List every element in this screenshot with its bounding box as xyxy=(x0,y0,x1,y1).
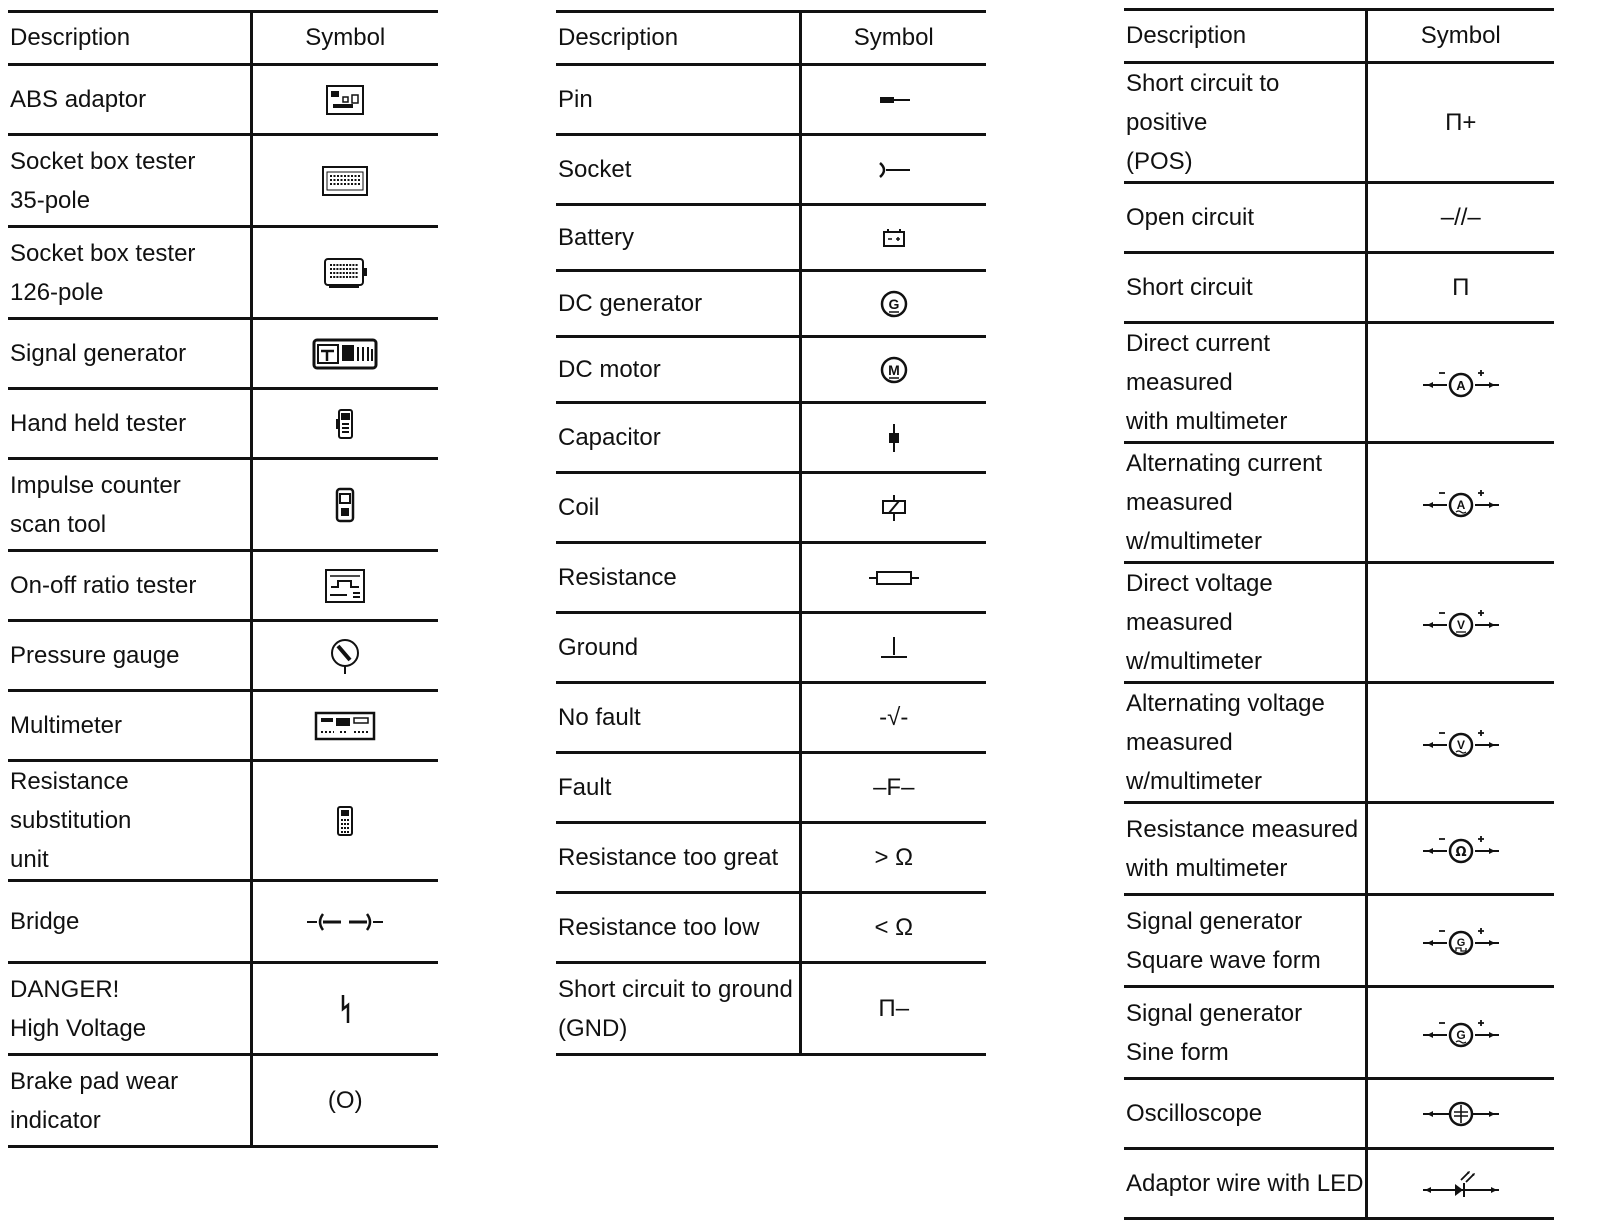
table-row xyxy=(8,389,438,459)
ohmmeter-icon xyxy=(1421,833,1501,865)
table-row xyxy=(556,823,986,893)
row-label: Socket box tester 126-pole xyxy=(8,227,251,319)
table-row xyxy=(8,319,438,389)
row-label: Socket box tester 35-pole xyxy=(8,135,251,227)
table-row xyxy=(1124,63,1554,183)
resistor-icon xyxy=(867,570,921,586)
pressure-gauge-icon xyxy=(328,636,362,676)
meter-letter: V xyxy=(1456,617,1465,632)
short-ground-icon: Π– xyxy=(800,963,986,1055)
row-label: Short circuit xyxy=(1124,253,1366,323)
resistance-low-icon: < Ω xyxy=(800,893,986,963)
row-label: Signal generator Square wave form xyxy=(1124,895,1366,987)
row-label: DC motor xyxy=(556,337,800,403)
ac-ammeter-icon xyxy=(1421,487,1501,519)
row-label: On-off ratio tester xyxy=(8,551,251,621)
row-label: DC generator xyxy=(556,271,800,337)
high-voltage-icon xyxy=(337,992,353,1026)
row-label: Resistance substitution unit xyxy=(8,761,251,881)
table-row xyxy=(1124,563,1554,683)
row-label: Resistance measured with multimeter xyxy=(1124,803,1366,895)
dc-voltmeter-icon xyxy=(1421,607,1501,639)
table-measurement-symbols xyxy=(1124,8,1554,1220)
table-row xyxy=(8,135,438,227)
column-header-description: Description xyxy=(1124,10,1366,63)
ground-icon xyxy=(879,635,909,661)
bridge-icon xyxy=(305,910,385,934)
table-header-row xyxy=(556,12,986,65)
dc-generator-icon xyxy=(880,289,908,319)
sine-generator-icon xyxy=(1421,1017,1501,1049)
row-label: No fault xyxy=(556,683,800,753)
row-label: Impulse counter scan tool xyxy=(8,459,251,551)
svg-text:G: G xyxy=(888,295,900,312)
table-circuit-components xyxy=(556,10,986,1056)
table-row xyxy=(1124,443,1554,563)
table-row xyxy=(556,893,986,963)
ac-voltmeter-icon xyxy=(1421,727,1501,759)
row-label: Pressure gauge xyxy=(8,621,251,691)
row-label: Multimeter xyxy=(8,691,251,761)
row-label: Alternating current measured w/multimeter xyxy=(1124,443,1366,563)
short-circuit-icon: Π xyxy=(1366,253,1554,323)
table-row xyxy=(1124,987,1554,1079)
table-row xyxy=(556,753,986,823)
row-label: Direct voltage measured w/multimeter xyxy=(1124,563,1366,683)
row-label: Pin xyxy=(556,65,800,135)
led-adaptor-icon xyxy=(1421,1168,1501,1200)
meter-letter: A xyxy=(1456,497,1466,512)
on-off-ratio-tester-icon xyxy=(323,567,367,605)
table-row xyxy=(8,761,438,881)
row-label: Signal generator xyxy=(8,319,251,389)
impulse-counter-icon xyxy=(334,486,356,524)
row-label: Coil xyxy=(556,473,800,543)
signal-generator-device-icon xyxy=(312,337,378,371)
table-row xyxy=(1124,1079,1554,1149)
column-header-symbol: Symbol xyxy=(1366,10,1554,63)
table-row xyxy=(1124,895,1554,987)
fault-icon: –F– xyxy=(800,753,986,823)
multimeter-device-icon xyxy=(314,710,376,742)
table-row xyxy=(556,683,986,753)
table-row xyxy=(1124,803,1554,895)
table-row xyxy=(1124,323,1554,443)
table-row xyxy=(556,543,986,613)
socket-box-35-icon xyxy=(321,164,369,198)
meter-letter: Ω xyxy=(1455,844,1467,860)
row-label: DANGER! High Voltage xyxy=(8,963,251,1055)
row-label: Hand held tester xyxy=(8,389,251,459)
column-header-description: Description xyxy=(8,12,251,65)
row-label: Bridge xyxy=(8,881,251,963)
short-positive-icon: Π+ xyxy=(1366,63,1554,183)
row-label: Resistance too low xyxy=(556,893,800,963)
oscilloscope-icon xyxy=(1421,1099,1501,1129)
column-header-symbol: Symbol xyxy=(251,12,438,65)
table-row xyxy=(556,135,986,205)
brake-pad-icon: (O) xyxy=(251,1055,438,1147)
table-row xyxy=(8,691,438,761)
square-wave-generator-icon xyxy=(1421,925,1501,957)
row-label: Battery xyxy=(556,205,800,271)
battery-icon xyxy=(881,227,907,249)
meter-letter: V xyxy=(1456,737,1465,752)
column-header-description: Description xyxy=(556,12,800,65)
table-row xyxy=(556,205,986,271)
row-label: Short circuit to ground (GND) xyxy=(556,963,800,1055)
svg-text:M: M xyxy=(887,361,900,378)
table-row xyxy=(556,473,986,543)
row-label: ABS adaptor xyxy=(8,65,251,135)
table-row xyxy=(1124,1149,1554,1219)
row-label: Fault xyxy=(556,753,800,823)
row-label: Signal generator Sine form xyxy=(1124,987,1366,1079)
row-label: Capacitor xyxy=(556,403,800,473)
dc-ammeter-icon xyxy=(1421,367,1501,399)
open-circuit-icon: –//– xyxy=(1366,183,1554,253)
table-row xyxy=(8,459,438,551)
table-row xyxy=(556,403,986,473)
capacitor-icon xyxy=(886,422,902,454)
row-label: Resistance xyxy=(556,543,800,613)
table-row xyxy=(8,621,438,691)
abs-adaptor-icon xyxy=(325,83,365,117)
resistance-high-icon: > Ω xyxy=(800,823,986,893)
hand-held-tester-icon xyxy=(334,407,356,441)
resistance-substitution-icon xyxy=(335,804,355,838)
meter-letter: G xyxy=(1456,936,1466,949)
pin-icon xyxy=(876,94,912,106)
coil-icon xyxy=(879,493,909,523)
column-header-symbol: Symbol xyxy=(800,12,986,65)
row-label: Direct current measured with multimeter xyxy=(1124,323,1366,443)
table-row xyxy=(1124,683,1554,803)
table-header-row xyxy=(8,12,438,65)
row-label: Resistance too great xyxy=(556,823,800,893)
no-fault-icon: -√- xyxy=(800,683,986,753)
table-row xyxy=(1124,183,1554,253)
table-row xyxy=(556,337,986,403)
socket-box-126-icon xyxy=(321,254,369,292)
socket-icon xyxy=(876,160,912,180)
row-label: Open circuit xyxy=(1124,183,1366,253)
table-row xyxy=(8,65,438,135)
table-row xyxy=(556,271,986,337)
table-header-row xyxy=(1124,10,1554,63)
row-label: Short circuit to positive (POS) xyxy=(1124,63,1366,183)
table-row xyxy=(8,227,438,319)
dc-motor-icon xyxy=(880,355,908,385)
row-label: Alternating voltage measured w/multimeter xyxy=(1124,683,1366,803)
table-row xyxy=(1124,253,1554,323)
table-row xyxy=(8,1055,438,1147)
table-row xyxy=(8,963,438,1055)
table-test-equipment xyxy=(8,10,438,1148)
row-label: Oscilloscope xyxy=(1124,1079,1366,1149)
meter-letter: G xyxy=(1456,1027,1466,1042)
meter-letter: A xyxy=(1456,377,1466,393)
table-row xyxy=(556,963,986,1055)
row-label: Ground xyxy=(556,613,800,683)
row-label: Adaptor wire with LED xyxy=(1124,1149,1366,1219)
table-row xyxy=(556,613,986,683)
row-label: Brake pad wear indicator xyxy=(8,1055,251,1147)
table-row xyxy=(556,65,986,135)
row-label: Socket xyxy=(556,135,800,205)
table-row xyxy=(8,551,438,621)
table-row xyxy=(8,881,438,963)
